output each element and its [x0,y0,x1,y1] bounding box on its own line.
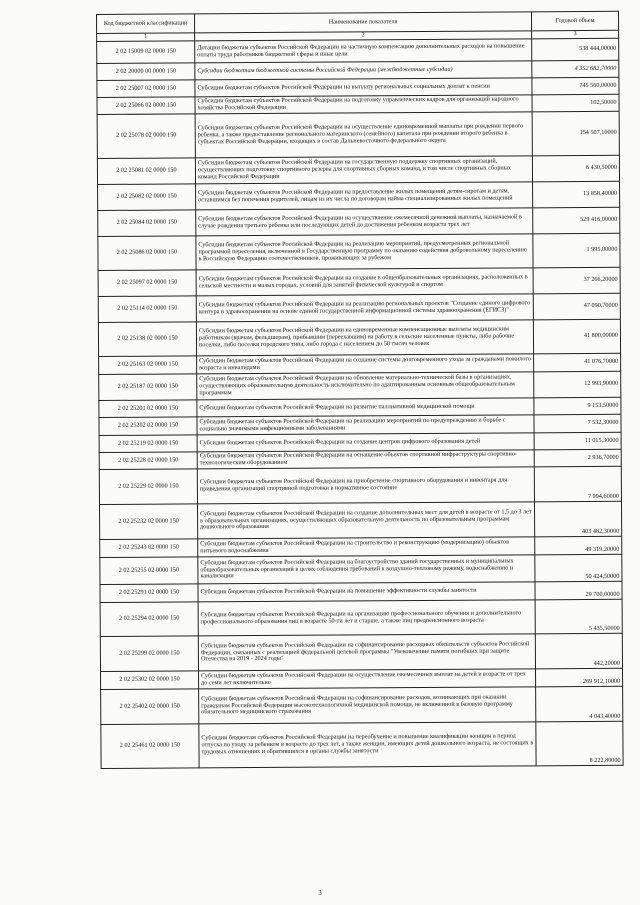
row-amount: 41 076,70000 [534,353,621,372]
row-code: 2 02 25114 02 0000 150 [98,296,196,323]
row-code: 2 02 25138 02 0000 150 [98,322,196,357]
row-amount: 2 936,70000 [534,449,621,467]
row-amount: 7 994,60000 [534,466,621,502]
row-code: 2 02 25086 02 0000 150 [98,236,196,271]
row-code: 2 02 25066 02 0000 150 [97,97,195,115]
row-amount: 29 700,00000 [535,581,622,600]
row-amount: 37 266,20000 [533,267,620,294]
row-name: Субсидии бюджетам субъектов Российской Федерации на приобретение спортивного оборудования и инвентаря для приведения организаций спортивной подготовки в нормативное состояние [197,467,534,504]
row-code: 2 02 25081 02 0000 150 [97,158,195,185]
row-name: Субсидии бюджетам субъектов Российской Федерации на софинансирование расходов, возникающих при оказании гражданам Российской Федерации высокотехнологичной медицинской помощи, не включенной в базовую программу обязательного медицинского страхования [199,687,536,724]
row-name: Субсидии бюджетам субъектов Российской Федерации на создание центров цифрового образования детей [197,433,534,452]
table-row [98,319,620,356]
table-row [98,293,620,322]
row-amount: 41 800,00000 [533,319,620,354]
table-row [99,371,621,400]
row-amount: 50 424,50000 [535,554,622,582]
row-amount: 5 435,50000 [535,599,622,634]
row-name: Субсидии бюджетам субъектов Российской Федерации на осуществление единовременной выплаты при рождении первого ребенка, а также предоставление регионального материнского (семейного) капитала при рождении второго ребенка в субъектах Российской Федерации, входящих в состав Дальневосточного федерального округа [195,112,532,158]
row-amount: 529 416,00000 [533,207,620,234]
row-name: Субсидии бюджетам субъектов Российской Федерации на государственную поддержку спортивных организаций, осуществляющих подготовку спортивного резерва для спортивных сборных команд, в том числе спортивных сборных команд Российской Федерации [195,156,532,184]
row-code: 2 02 15009 02 0000 150 [97,41,195,64]
row-amount: 154 507,10000 [532,111,619,156]
row-name: Субсидии бюджетам субъектов Российской Федерации на выплату региональных социальных доплат к пенсии [195,78,532,97]
table-row [98,233,620,270]
header-amount: Годовой объем [531,11,618,31]
row-code: 2 02 25255 02 0000 150 [100,557,198,585]
row-amount: 442,20000 [535,633,622,669]
row-name: Субсидии бюджетам субъектов Российской Федерации на создание в общеобразовательных организациях, расположенных в сельской местности и малых городах, условий для занятий физической культурой и спортом [196,268,533,296]
header-code: Код бюджетной классификации [97,14,195,34]
row-code: 2 02 20000 00 0000 150 [97,63,195,81]
row-amount: 8 222,80000 [536,721,623,766]
row-code: 2 02 25219 02 0000 150 [99,435,197,453]
header-num-3: 3 [532,30,619,39]
row-name: Субсидии бюджетам субъектов Российской Федерации на благоустройство зданий государственных и муниципальных общеобразовательных организаций в целях соблюдения требований к воздушно-тепловому режиму, водоснабжению и канализации [198,555,535,584]
header-num-1: 1 [97,33,195,42]
row-name: Субсидии бюджетам субъектов Российской Федерации на создание дополнительных мест для детей в возрасте от 1,5 до 3 лет в образовательных организациях, осуществляющих образовательную деятельность по образовательным программам дошкольного образования [197,502,534,539]
header-num-2: 2 [195,31,532,41]
row-name: Субсидии бюджетам субъектов Российской Федерации на осуществление ежемесячных выплат на детей в возрасте от трех до семи лет включительно [199,669,536,689]
header-name: Наименование показателя [195,12,532,33]
row-amount: 9 153,50000 [534,397,621,415]
table-row [99,466,621,504]
row-name: Субсидии бюджетам субъектов Российской Федерации на реализацию мероприятий по предупреждению и борьбе с социально значимыми инфекционными заболеваниями [197,415,534,435]
row-name: Субсидии бюджетам субъектов Российской Федерации на строительство и реконструкцию (модернизацию) объектов питьевого водоснабжения [198,537,535,557]
row-amount: 4 352 682,70000 [532,60,619,78]
table-row [100,599,622,636]
row-code: 2 02 25461 02 0000 150 [101,724,199,769]
row-name: Субсидии бюджетам субъектов Российской Федерации на подготовку управленческих кадров для организаций народного хозяйства Российской Федерации [195,95,532,114]
row-amount: 745 560,00000 [532,77,619,95]
table-row [98,267,620,296]
row-name: Субсидии бюджетам субъектов Российской Федерации на единовременные компенсационные выплаты медицинским работникам (врачам, фельдшерам), прибывшим (переехавшим) на работу в сельские населенные пункты, либо рабочие поселки, либо поселки городского типа, либо города с населением до 50 тысяч человек [196,320,533,356]
row-code: 2 02 25097 02 0000 150 [98,270,196,297]
row-amount: 403 482,30000 [534,501,621,537]
row-code: 2 02 25078 02 0000 150 [97,114,195,159]
row-code: 2 02 25007 02 0000 150 [97,80,195,98]
row-code: 2 02 25082 02 0000 150 [98,184,196,211]
row-code: 2 02 25202 02 0000 150 [99,417,197,436]
table-row [101,686,623,724]
row-name: Субсидии бюджетам субъектов Российской Федерации на повышение эффективности службы занятости [198,582,535,602]
row-code: 2 02 25228 02 0000 150 [99,452,197,470]
row-name: Субсидии бюджетам субъектов Российской Федерации на осуществление ежемесячной денежной выплаты, назначаемой в случае рождения третьего ребенка или последующих детей до достижения ребенком возраста трех лет [196,208,533,236]
row-amount: 7 532,30000 [534,414,621,433]
table-row [97,38,619,63]
table-row [97,111,619,158]
row-amount: 47 090,70000 [533,293,620,320]
row-code: 2 02 25201 02 0000 150 [99,400,197,418]
row-name: Субсидии бюджетам субъектов Российской Федерации на реализацию региональных проектов "Создание единого цифрового контура в здравоохранении на основе единой государственной информационной системы здравоохранения (ЕГИСЗ)" [196,294,533,322]
row-name: Субсидии бюджетам субъектов Российской Федерации на развитие паллиативной медицинской помощи [197,398,534,417]
row-name: Субсидии бюджетам субъектов Российской Федерации на оснащение объектов спортивной инфраструктуры спортивно-технологическим оборудованием [197,450,534,469]
row-name: Дотации бюджетам субъектов Российской Федерации на частичную компенсацию дополнительных расходов на повышение оплаты труда работников бюджетной сферы и иные цели [195,39,532,63]
row-name: Субсидии бюджетам субъектов Российской Федерации на предоставление жилых помещений детям-сиротам и детям, оставшимся без попечения родителей, лицам из их числа по договорам найма специализированных жилых помещений [196,182,533,210]
row-amount: 269 912,10000 [536,668,623,687]
row-name: Субсидии бюджетам субъектов Российской Федерации на организацию профессионального обучения и дополнительного профессионального образования лиц в возрасте 50-ти лет и старше, а также лиц предпенсионного возраста [198,600,535,636]
budget-table [96,11,624,769]
table-row [100,633,622,671]
row-amount: 49 319,20000 [535,536,622,555]
table-row [98,207,620,236]
row-code: 2 02 25294 02 0000 150 [100,602,198,637]
table-row [100,554,622,584]
table-row [99,501,621,539]
row-amount: 1 995,00000 [533,233,620,268]
row-code: 2 02 25229 02 0000 150 [99,469,197,505]
row-code: 2 02 25402 02 0000 150 [101,689,199,725]
row-name: Субсидии бюджетам субъектов Российской Федерации на переобучение и повышение квалификации женщин в период отпуска по уходу за ребенком в возрасте до трех лет, а также женщин, имеющих детей дошкольного возраста, не состоящих в трудовых отношениях и обратившихся в органы службы занятости [199,722,536,768]
row-amount: 11 015,30000 [534,432,621,450]
row-amount: 538 444,00000 [532,38,619,61]
row-code: 2 02 25299 02 0000 150 [100,636,198,672]
row-amount: 12 993,90000 [534,371,621,398]
row-name: Субсидии бюджетам субъектов Российской Федерации на создание системы долговременного ухода за гражданами пожилого возраста и инвалидами [197,354,534,374]
row-code: 2 02 25232 02 0000 150 [99,504,197,540]
row-code: 2 02 25163 02 0000 150 [99,356,197,375]
row-code: 2 02 25243 02 0000 150 [100,539,198,558]
table-row [98,181,620,210]
row-code: 2 02 25291 02 0000 150 [100,584,198,603]
row-code: 2 02 25302 02 0000 150 [101,671,199,690]
row-name: Субсидии бюджетам субъектов Российской Федерации на обновление материально-технической базы в организациях, осуществляющих образовательную деятельность исключительно по адаптированным основным общеобразовательным программам [197,372,534,400]
table-row [97,155,619,184]
row-amount: 4 043,40000 [536,686,623,722]
row-name: Субсидии бюджетам субъектов Российской Федерации на софинансирование расходных обязательств субъектов Российской Федерации, связанных с реализацией федеральной целевой программы "Увековечение памяти погибших при защите Отечества на 2019 - 2024 годы" [198,634,535,671]
row-code: 2 02 25187 02 0000 150 [99,374,197,401]
row-amount: 13 858,40000 [533,181,620,208]
row-amount: 6 430,50000 [532,155,619,182]
row-name: Субсидии бюджетам субъектов Российской Федерации на реализацию мероприятий, предусмотренных региональной программой переселения, включенной в Государственную программу по оказанию содействия добровольному переселению в Российскую Федерацию соотечественников, проживающих за рубежом [196,234,533,270]
row-amount: 102,50000 [532,94,619,112]
table-row [101,721,623,768]
page-number: 3 [318,889,322,897]
row-name: Субсидии бюджетам бюджетной системы Российской Федерации (межбюджетные субсидии) [195,61,532,80]
row-code: 2 02 25084 02 0000 150 [98,210,196,237]
